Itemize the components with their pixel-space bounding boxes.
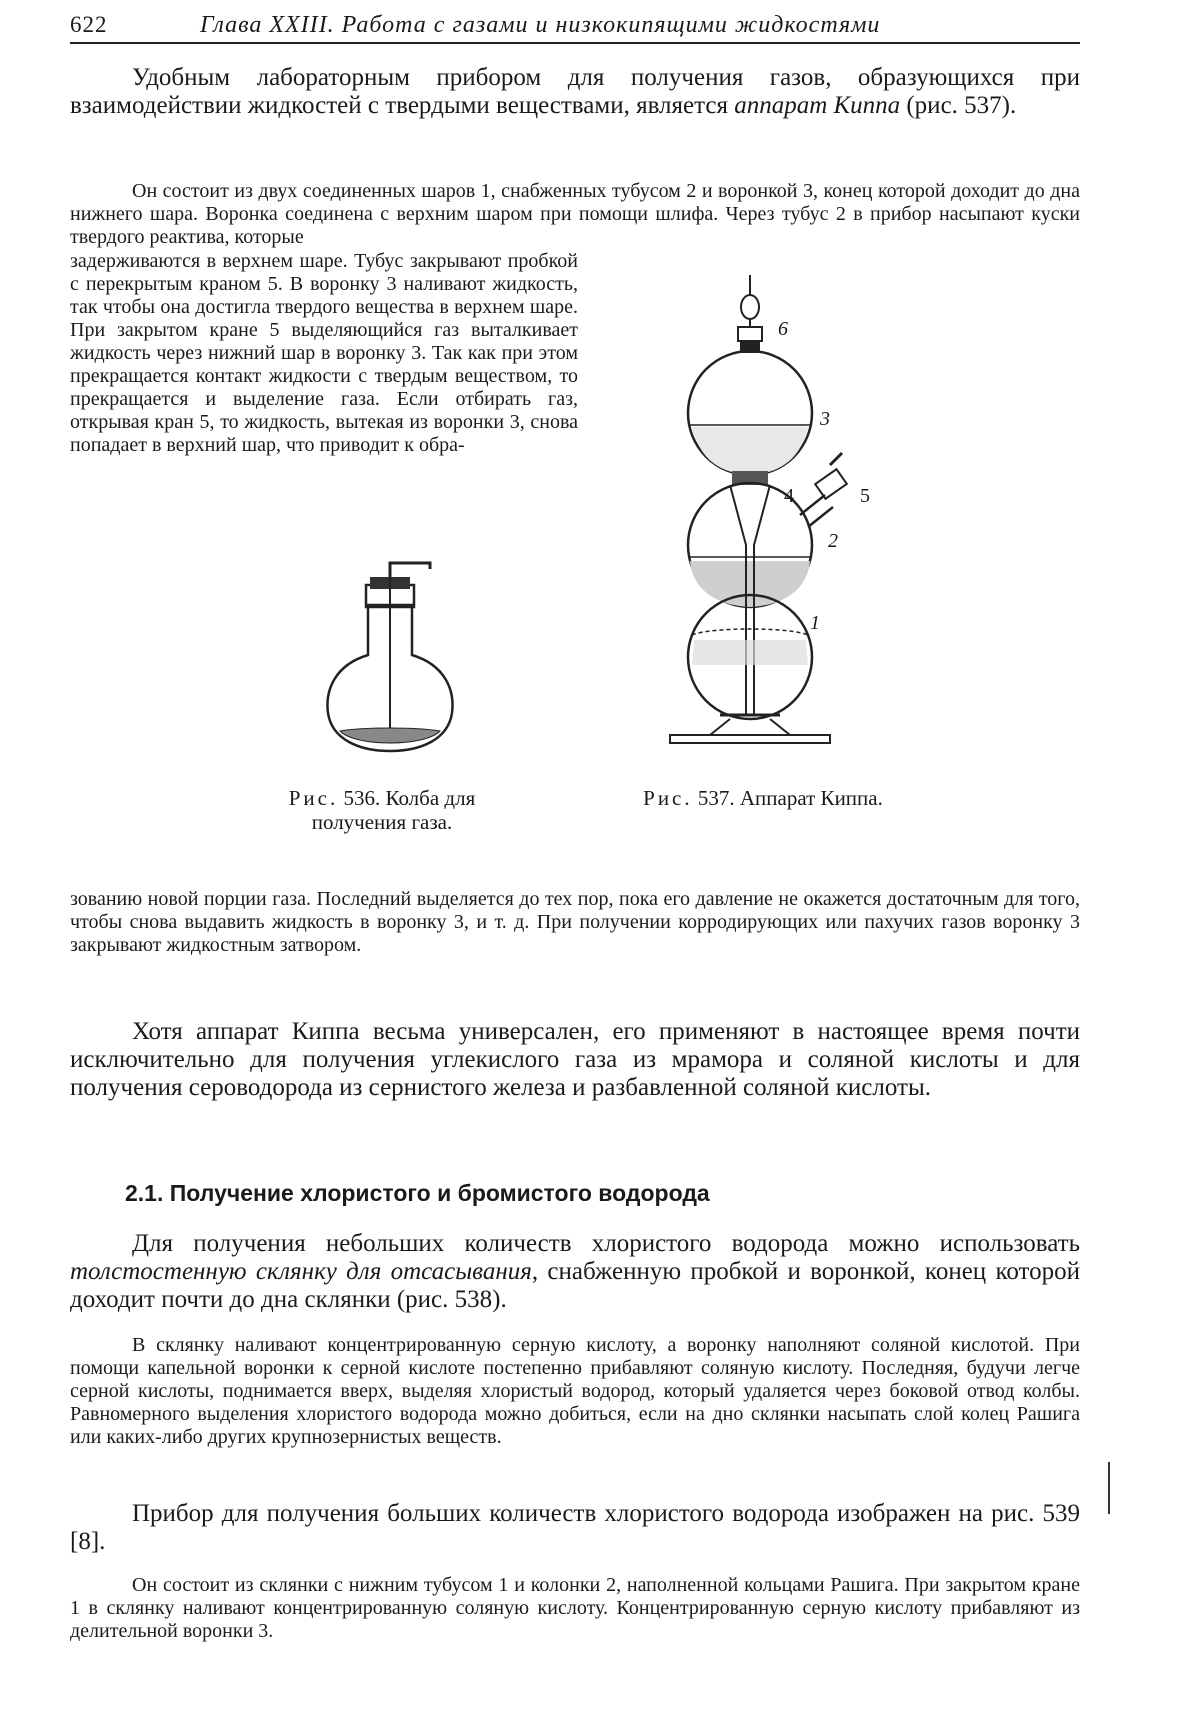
kipp-description-continuation: зованию новой порции газа. Последний выделяется до тех пор, пока его давление не окажется достаточным для того, чтобы снова выдавить жидкость в воронку 3, и т. д. При получении корродирующих или пахучих газов воронку 3 закрывают жидкостным затвором.	[70, 888, 1080, 956]
caption-536-prefix: Рис.	[288, 786, 339, 810]
margin-mark	[1108, 1462, 1110, 1514]
intro-text: Удобным лабораторным прибором для получения газов, образующихся при взаимодействии жидкостей с твердыми веществами, является	[70, 64, 1080, 119]
caption-537-prefix: Рис.	[643, 786, 693, 810]
hcl-small-text-end: , снабженную пробкой и воронкой, конец которой доходит почти до дна склянки (рис. 538).	[70, 1258, 1080, 1313]
caption-537-text: 537. Аппарат Киппа.	[697, 786, 883, 810]
figure-label-5: 5	[860, 485, 870, 507]
page-number: 622	[70, 12, 108, 37]
intro-text-end: (рис. 537).	[900, 92, 1017, 119]
kipp-apparatus-figure	[650, 265, 890, 765]
kipp-description-column: задерживаются в верхнем шаре. Тубус закрывают пробкой с перекрытым краном 5. В воронку 3 наливают жидкость, так чтобы она достигла твердого вещества в верхнем шаре. При закрытом кране 5 выделяющийся газ выталкивает жидкость через нижний шар в воронку 3. Так как при этом прекращается контакт жидкости с твердым веществом, то прекращается и выделение газа. Если отбирать газ, открывая кран 5, то жидкость, вытекая из воронки 3, снова попадает в верхний шар, что приводит к обра-	[70, 250, 578, 456]
hcl-small-detail: В склянку наливают концентрированную серную кислоту, а воронку наполняют соляной кислотой. При помощи капельной воронки к серной кислоте постепенно прибавляют соляную кислоту. Последняя, будучи легче серной кислоты, поднимается вверх, выделяя хлористый водород, который удаляется через боковой отвод колбы. Равномерного выделения хлористого водорода можно добиться, если на дно склянки насыпать слой колец Рашига или каких-либо других крупнозернистых веществ.	[70, 1334, 1080, 1448]
figure-label-6: 6	[778, 318, 788, 340]
figure-536-caption	[252, 786, 512, 834]
section-heading	[125, 1180, 710, 1207]
hcl-small-paragraph	[70, 1230, 1080, 1314]
gas-flask-figure	[320, 555, 460, 755]
hcl-small-term: толстостенную склянку для отсасывания	[70, 1258, 532, 1285]
figure-label-1: 1	[810, 612, 820, 634]
section-number: 2.1.	[125, 1180, 164, 1206]
section-title: Получение хлористого и бромистого водорода	[169, 1180, 710, 1206]
kipp-description-full: Он состоит из двух соединенных шаров 1, снабженных тубусом 2 и воронкой 3, конец которой доходит до дна нижнего шара. Воронка соединена с верхним шаром при помощи шлифа. Через тубус 2 в прибор насыпают куски твердого реактива, которые	[70, 180, 1080, 248]
running-title: Глава XXIII. Работа с газами и низкокипящими жидкостями	[200, 12, 881, 38]
caption-536-text: 536. Колба для получения газа.	[311, 786, 476, 834]
intro-term: аппарат Киппа	[734, 92, 901, 119]
figure-label-3: 3	[820, 408, 830, 430]
hcl-large-detail: Он состоит из склянки с нижним тубусом 1 и колонки 2, наполненной кольцами Рашига. При закрытом кране 1 в склянку наливают концентрированную соляную кислоту. Концентрированную серную кислоту прибавляют из делительной воронки 3.	[70, 1574, 1080, 1642]
intro-paragraph	[70, 64, 1080, 120]
figure-537-caption	[618, 786, 908, 810]
hcl-large-paragraph: Прибор для получения больших количеств хлористого водорода изображен на рис. 539 [8].	[70, 1500, 1080, 1555]
hcl-small-text: Для получения небольших количеств хлористого водорода можно использовать	[132, 1230, 1080, 1257]
running-head	[70, 8, 1080, 44]
figure-label-2: 2	[828, 530, 838, 552]
universal-paragraph: Хотя аппарат Киппа весьма универсален, его применяют в настоящее время почти исключительно для получения углекислого газа из мрамора и соляной кислоты и для получения сероводорода из сернистого железа и разбавленной соляной кислоты.	[70, 1018, 1080, 1101]
figure-label-4: 4	[784, 485, 794, 507]
